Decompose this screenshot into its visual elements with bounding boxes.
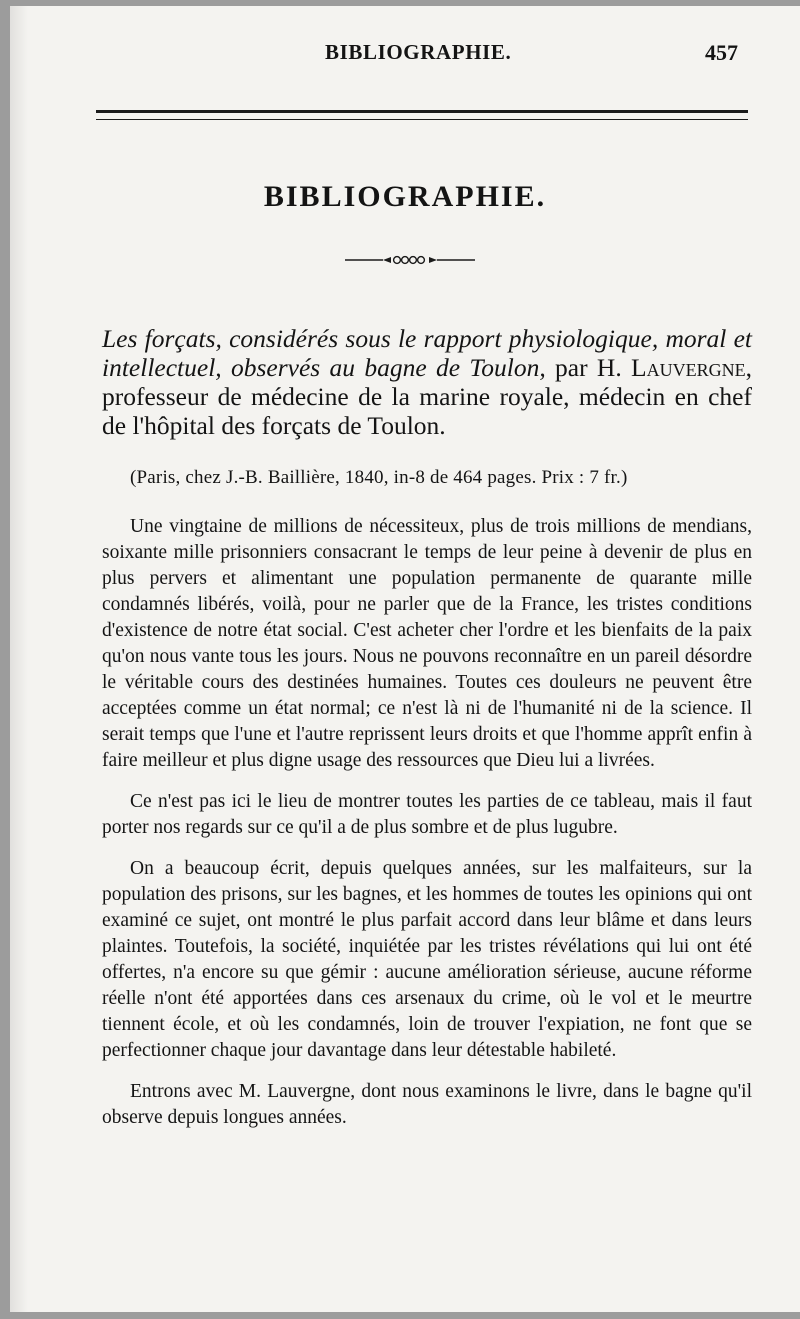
book-title: Les forçats, considérés sous le rapport physiologique, moral et intellectuel, observés au bagne de Toulon, [102,324,752,382]
paragraph-1: Une vingtaine de millions de nécessiteux, plus de trois millions de mendians, soixante mille prisonniers consacrant le temps de leur peine à devenir de plus en plus pervers et alimentant une population permanente de quarante mille condamnés libérés, voilà, pour ne parler que de la France, les tristes conditions d'existence de notre état social. C'est acheter cher l'ordre et les bienfaits de la paix qu'on nous vante tous les jours. Nous ne pouvons reconnaître en un pareil désordre le véritable cours des destinées humaines. Toutes ces douleurs ne peuvent être acceptées comme un état normal; ce n'est là ni de l'humanité ni de la science. Il serait temps que l'une et l'autre reprissent leurs droits et que l'homme apprît enfin à faire meilleur et plus digne usage des ressources que Dieu lui a livrées. [102,516,752,771]
book-imprint: (Paris, chez J.-B. Baillière, 1840, in-8 de 464 pages. Prix : 7 fr.) [130,467,628,488]
review-body [102,514,752,1146]
book-by: par H. [555,353,622,382]
book-author-description: , professeur de médecine de la marine royale, médecin en chef de l'hôpital des forçats de Toulon. [102,353,752,440]
header-rule-thick [96,110,748,113]
running-head [10,40,800,80]
book-title-block [102,324,752,440]
paragraph-2: Ce n'est pas ici le lieu de montrer toutes les parties de ce tableau, mais il faut porter nos regards sur ce qu'il a de plus sombre et de plus lugubre. [102,791,752,838]
paragraph-3: On a beaucoup écrit, depuis quelques années, sur les malfaiteurs, sur la population des prisons, sur les bagnes, et les hommes de toutes les opinions qui ont examiné ce sujet, ont montré le plus parfait accord dans leur blâme et dans leurs plaintes. Toutefois, la société, inquiétée par les tristes révélations qui lui ont été offertes, n'a encore su que gémir : aucune amélioration sérieuse, aucune réforme réelle n'ont été apportées dans ces arsenaux du crime, où le vol et le meurtre tiennent école, et où les condamnés, loin de trouver l'expiation, ne font que se perfectionner chaque jour davantage dans leur détestable habileté. [102,858,752,1061]
ornament-divider-icon [345,253,475,267]
paragraph-4: Entrons avec M. Lauvergne, dont nous examinons le livre, dans le bagne qu'il observe depuis longues années. [102,1081,752,1128]
running-title: BIBLIOGRAPHIE. [325,40,512,64]
book-page [10,6,800,1312]
page-number: 457 [705,40,738,65]
book-author: Lauvergne [631,353,746,382]
section-title: BIBLIOGRAPHIE. [263,180,547,213]
header-rule-thin [96,119,748,120]
